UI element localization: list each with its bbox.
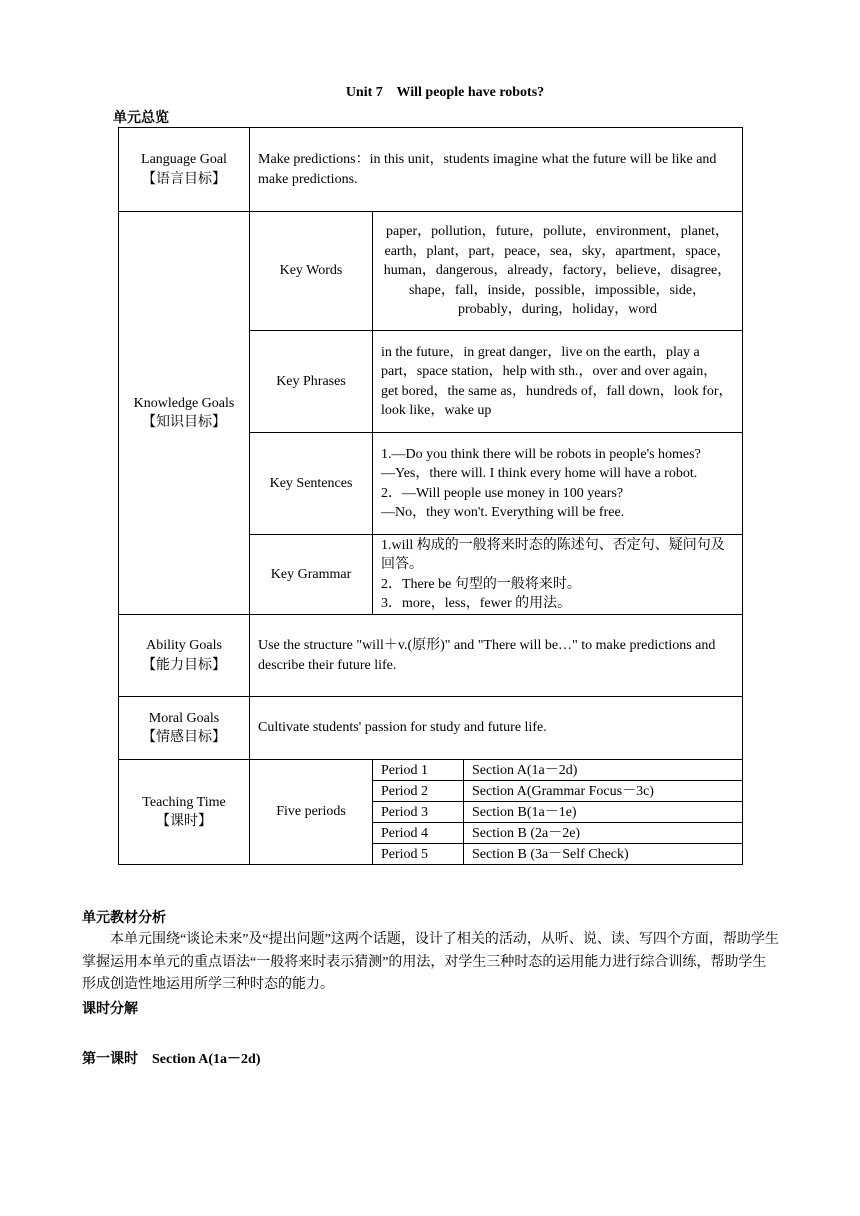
- ability-goals-row: [119, 615, 743, 697]
- ability-goals-label-cn: 【能力目标】: [142, 657, 226, 673]
- lesson-title: 第一课时 Section A(1a－2d): [82, 1052, 261, 1067]
- ability-goals-content: Use the structure "will＋v.(原形)" and "There will be…" to make predictions and describe their future life.: [250, 615, 743, 697]
- key-sentence-line: 2．—Will people use money in 100 years?: [381, 485, 624, 501]
- key-grammar-content: [373, 535, 743, 615]
- analysis-paragraph: 本单元围绕“谈论未来”及“提出问题”这两个话题，设计了相关的活动，从听、说、读、写四个方面，帮助学生掌握运用本单元的重点语法“一般将来时表示猜测”的用法，对学生三种时态的运用能力进行综合训练，帮助学生形成创造性地运用所学三种时态的能力。: [82, 932, 779, 992]
- language-goal-label-cn: 【语言目标】: [142, 171, 226, 187]
- period-row: [373, 844, 742, 865]
- period-row: [373, 760, 742, 781]
- language-goal-label: Language Goal: [141, 152, 227, 167]
- language-goal-label-cell: [119, 128, 250, 212]
- breakdown-heading: 课时分解: [82, 1002, 138, 1017]
- period-label: Period 3: [373, 802, 464, 823]
- knowledge-goals-label-cell: [119, 212, 250, 615]
- moral-goals-row: [119, 697, 743, 760]
- teaching-time-row: [119, 760, 743, 865]
- knowledge-goals-label: Knowledge Goals: [133, 395, 235, 411]
- teaching-time-label-cn: 【课时】: [156, 814, 212, 829]
- language-goal-content: Make predictions：in this unit，students imagine what the future will be like and make predictions.: [250, 128, 743, 212]
- key-grammar-label: Key Grammar: [250, 535, 373, 615]
- moral-goals-label-cn: 【情感目标】: [142, 730, 226, 745]
- overview-heading: 单元总览: [113, 111, 169, 126]
- key-sentence-line: 1.—Do you think there will be robots in people's homes?: [381, 446, 701, 462]
- key-words-row: [119, 212, 743, 331]
- period-row: [373, 781, 742, 802]
- period-label: Period 4: [373, 823, 464, 844]
- page-title: Unit 7 Will people have robots?: [345, 85, 545, 100]
- period-label: Period 5: [373, 844, 464, 865]
- key-sentences-label: Key Sentences: [250, 433, 373, 535]
- teaching-time-label: Teaching Time: [142, 794, 226, 810]
- unit-overview-table: [118, 127, 743, 865]
- language-goal-row: [119, 128, 743, 212]
- key-sentences-content: [373, 433, 743, 535]
- key-grammar-line: 3．more，less，fewer 的用法。: [381, 596, 572, 611]
- key-phrases-label: Key Phrases: [250, 331, 373, 433]
- ability-goals-label: Ability Goals: [146, 638, 222, 653]
- key-phrases-content: in the future，in great danger，live on the earth，play a part，space station，help with sth.，over and over again，get bored，the same as，hundreds of，fall down，look for，look like，wake up: [373, 331, 743, 433]
- period-section: Section B (2a－2e): [464, 823, 743, 844]
- ability-goals-label-cell: [119, 615, 250, 697]
- teaching-time-label-cell: [119, 760, 250, 865]
- moral-goals-label-cell: [119, 697, 250, 760]
- key-sentence-line: —No，they won't. Everything will be free.: [381, 505, 625, 520]
- period-section: Section A(Grammar Focus－3c): [464, 781, 743, 802]
- period-row: [373, 802, 742, 823]
- analysis-heading: 单元教材分析: [82, 911, 166, 926]
- knowledge-goals-label-cn: 【知识目标】: [142, 415, 226, 430]
- period-label: Period 1: [373, 760, 464, 781]
- periods-cell: [373, 760, 743, 865]
- key-words-content: paper，pollution，future，pollute，environment，planet，earth，plant，part，peace，sea，sky，apartment，space，human，dangerous，already，factory，believe，disagree，shape，fall，inside，possible，impossible，side，probably，during，holiday，word: [373, 212, 743, 331]
- moral-goals-label: Moral Goals: [148, 710, 220, 726]
- period-label: Period 2: [373, 781, 464, 802]
- moral-goals-content: Cultivate students' passion for study and future life.: [250, 697, 743, 760]
- key-sentence-line: —Yes，there will. I think every home will have a robot.: [381, 466, 698, 481]
- period-section: Section A(1a－2d): [464, 760, 743, 781]
- key-grammar-line: 1.will 构成的一般将来时态的陈述句、否定句、疑问句及回答。: [381, 537, 725, 572]
- key-grammar-line: 2．There be 句型的一般将来时。: [381, 576, 581, 592]
- period-row: [373, 823, 742, 844]
- period-section: Section B(1a－1e): [464, 802, 743, 823]
- periods-table: [373, 760, 742, 864]
- key-words-label: Key Words: [250, 212, 373, 331]
- period-section: Section B (3a－Self Check): [464, 844, 743, 865]
- teaching-time-total: Five periods: [250, 760, 373, 865]
